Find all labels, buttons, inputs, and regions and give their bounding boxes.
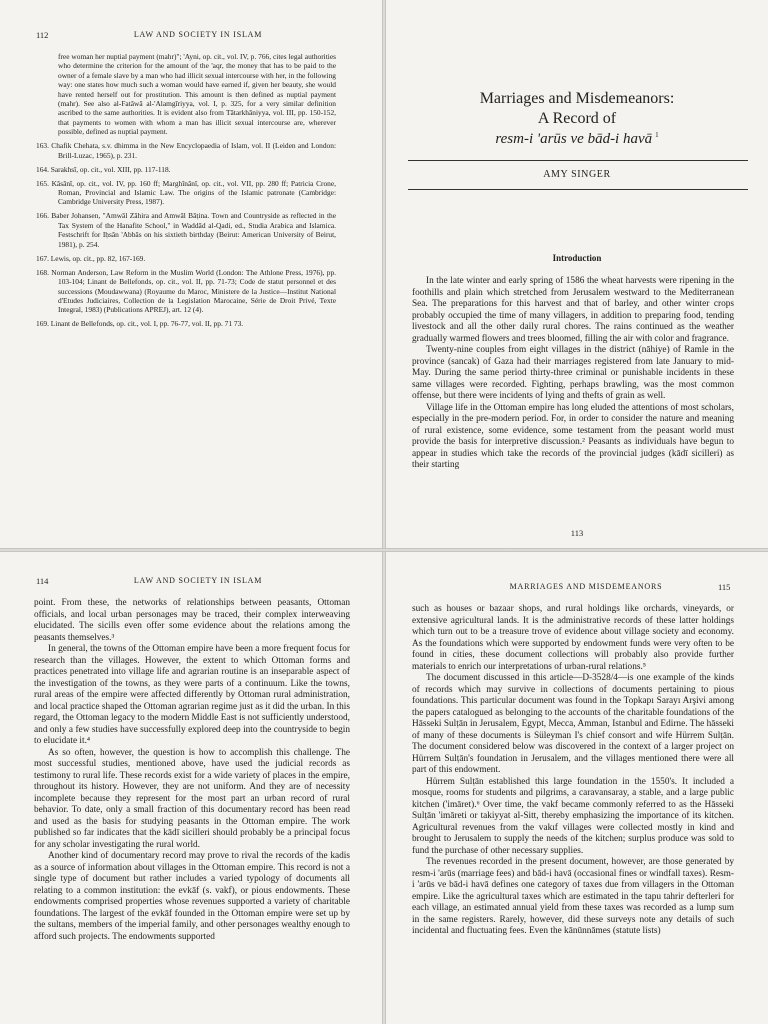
footnote-168: 168. Norman Anderson, Law Reform in the Muslim World (London: The Athlone Press, 1976), pp. 103-104; Linant de Bellefonds, op. cit., vol. II, pp. 71-73; Code de statut personnel et des successions (Moudawwana) (Royaume du Maroc, Ministere de la Justice—Institut National d'Etudes Judiciaires, Collection de la Legislation Marocaine, Série de Droit Privé, Texte Integral, 1983) (Publications APREJ), art. 12 (4).: [36, 267, 336, 315]
footnote-164: 164. Sarakhsī, op. cit., vol. XIII, pp. 117-118.: [36, 164, 171, 174]
paragraph: such as houses or bazaar shops, and rural holdings like orchards, vineyards, or extensive agricultural lands. It is the administrative records of these latter holdings which turn out to be a treasure trove of evidence about village society and economy. As the foundations which were supported by endowment funds were very often to be found in cities, these document collections will probably also provide further materials to enrich our interpretations of urban-rural relations.⁵: [412, 604, 734, 672]
paragraph: The revenues recorded in the present document, however, are those generated by resm-i 'arūs (marriage fees) and bād-i havā (occasional fines or windfall taxes). Resm-i 'arūs ve bād-i havā defines one category of taxes due from villagers in the Ottoman empire. Like the agricultural taxes which are estimated in the tapu tahrir defterleri for each village, an estimated annual yield from these taxes was recorded as a lump sum in the same registers. Rarely, however, did these surveys note any details of such incidental and fluctuating fees. Even the kānūnnāmes (statute lists): [412, 857, 734, 936]
running-head: MARRIAGES AND MISDEMEANORS: [509, 582, 663, 591]
footnote-163: 163. Chafik Chehata, s.v. dhimma in the New Encyclopaedia of Islam, vol. II (Leiden and London: Brill-Luzac, 1965), p. 231.: [36, 141, 336, 160]
page-number: 112: [36, 30, 49, 40]
vertical-fold: [382, 0, 386, 1024]
paragraph: Twenty-nine couples from eight villages in the district (nāhiye) of Ramle in the province (sancak) of Gaza had their marriages registered from late January to mid-May. During the same period thirty-three criminal or punishable incidents in these same villages were recorded. Fighting, perhaps brawling, was the most common offense, but there were incidents of lying and thefts of grain as well.: [412, 345, 734, 401]
body-text: [412, 276, 734, 472]
section-heading: Introduction: [552, 253, 602, 263]
paragraph: In general, the towns of the Ottoman empire have been a more frequent focus for research than the villages. However, the extent to which Ottoman forms and practices penetrated into village life and agrarian routine is an inseparable aspect of the investigation of the towns, as they were parts of a continuum. Like the towns, rural areas of the empire were affected differently by Ottoman rural administration, and local practice shaped the Ottoman agrarian regime just as it did the urban. In this regard, the Ottoman legacy to the modern Middle East is not sufficiently understood, and only a few studies have successfully explored deep into the countryside to begin to elucidate it.⁴: [34, 644, 350, 746]
title-rule-bottom: [408, 189, 748, 190]
paragraph: Hürrem Sulṭān established this large foundation in the 1550's. It included a mosque, rooms for students and pilgrims, a caravansaray, a stable, and a large public kitchen ('imāret).⁶ Over time, the vakf became commonly referred to as the Hāsseki Sulṭān 'imāreti or takiyyat al-Sitt, thereby emphasizing the importance of its kitchen. Agricultural revenues from the vakıf villages were collected mostly in kind and brought to Jerusalem to supply the needs of the kitchen; surplus produce was sold to fund the purchase of other necessary supplies.: [412, 776, 734, 856]
body-text: [34, 598, 350, 943]
page-number: 114: [36, 576, 49, 586]
page-112: [0, 0, 382, 548]
page-115: [386, 552, 768, 1024]
footnotes: [36, 52, 336, 333]
paragraph: Village life in the Ottoman empire has long eluded the attentions of most scholars, especially in the pre-modern period. For, in order to consider the nature and meaning of rural existence, some evidence, some testament from the peasant world must provide the basis for interpretive discussion.² Peasants as individuals have begun to appear in studies which take the records of the provincial judges (kādī sicilleri) as their starting: [412, 402, 734, 470]
paragraph: The document discussed in this article—D-3528/4—is one example of the kinds of records which may survive in collections of documents pertaining to pious foundations. This particular document was found in the Topkapı Sarayı Arşivi among the papers catalogued as belonging to the accounts of the charitable foundations of the Hāsseki Sulṭān in Jerusalem, Egypt, Mecca, Amman, Istanbul and Edirne. The hāsseki of many of these documents is Süleyman I's chief consort and wife Hürrem Sulṭān. The document considered below was discovered in the context of a larger project on Hürrem Sulṭān's foundation in Jerusalem, and the villages mentioned there were all part of this endowment.: [412, 673, 734, 775]
note-marker: 1: [655, 131, 659, 139]
page-113: [386, 0, 768, 548]
article-title-line2: A Record of: [537, 110, 617, 127]
footnote-169: 169. Linant de Bellefonds, op. cit., vol. I, pp. 76-77, vol. II, pp. 71 73.: [36, 319, 244, 329]
body-text: [412, 604, 734, 938]
author: AMY SINGER: [543, 169, 611, 180]
page-number: 113: [570, 528, 584, 538]
page-number: 115: [718, 582, 731, 592]
footnote-166: 166. Baber Johansen, "Amwāl Zāhira and Amwāl Bāṭina. Town and Countryside as reflected in the Tax System of the Hanafite School," in Waddād al-Qadi, ed., Studia Arabica and Islamica. Festschrift for Iḥsān 'Abbās on his sixtieth birthday (Beirut: American University of Beirut, 1981), p. 254.: [36, 211, 336, 249]
page-114: [0, 552, 382, 1024]
title-rule-top: [408, 160, 748, 161]
horizontal-fold: [0, 548, 768, 552]
subtitle-text: resm-i 'arūs ve bād-i havā: [495, 131, 653, 147]
paragraph: Another kind of documentary record may prove to rival the records of the kadis as a source of information about villages in the Ottoman empire. This record is not a single type of document but rather includes a varied typology of documents all relating to a common institution: the evkāf (s. vakf), or pious endowments. These endowments comprised properties whose revenues supported a variety of charitable foundations. The largest of the evkāf founded in the Ottoman empire were set up by the sultans, members of the imperial family, and other personages wealthy enough to afford such projects. The endowments supported: [34, 851, 350, 942]
paragraph: As so often, however, the question is how to accomplish this challenge. The most successful studies, mentioned above, have used the judicial records as testimony to rural life. These records exist for a wide variety of places in the empire, throughout its history. However, they are not uniform. And they are of necessity incomplete because they represent for the most part an urban record of rural behavior. To date, only a small fraction of this documentary record has been read and used as the basis for studying peasants in the Ottoman empire. The work published so far indicates that the kādī sicilleri should probably be a principal focus for any scholar investigating the rural world.: [34, 747, 350, 850]
running-head: LAW AND SOCIETY IN ISLAM: [133, 576, 263, 585]
footnote-167: 167. Lewis, op. cit., pp. 82, 167-169.: [36, 253, 146, 263]
paragraph: In the late winter and early spring of 1586 the wheat harvests were ripening in the foothills and plain which stretched from Jerusalem westward to the Mediterranean Sea. The preparations for this harvest and that of barley, and other winter crops probably occupied the time of many villagers, in addition to preparing food, tending livestock and all the other daily rural chores. The rains continued as the weather gradually warmed flowers and trees bloomed, filling the air with color and fragrance.: [412, 276, 734, 344]
footnote-165: 165. Kāsānī, op. cit., vol. IV, pp. 160 ff; Marghīnānī, op. cit., vol. VII, pp. 280 ff; Patricia Crone, Roman, Provincial and Islamic Law. The origins of the Islamic patronate (Cambridge: Cambridge University Press, 1987).: [36, 178, 336, 207]
footnote-continued: free woman her nuptial payment (mahr)"; 'Ayni, op. cit., vol. IV, p. 766, cites legal authorities who determine the criterion for the amount of the 'aqr, the money that has to be paid to the owner of a female slave by a man who had illicit sexual intercourse with her, in the following way: one states how much such a woman would have earned if, given her beauty, she would have rented herself out for prostitution. This amount is then defined as nuptial payment (mahr). See also al-Fatāwā al-'Alamgīriyya, vol. I, p. 325, for a very similar definition ascribed to the same authorities. It is evident also from Tātarkhāniyya, vol. III, pp. 150-152, that payments to women with whom a man has illicit sexual intercourse are, wherever possible, defined as nuptial payment.: [58, 52, 336, 137]
article-subtitle: [386, 131, 768, 148]
paragraph: point. From these, the networks of relationships between peasants, Ottoman officials, and local urban personages may be traced, their complex interweaving elucidated. The sicills even offer some evidence about the relations among the peasants themselves.³: [34, 598, 350, 643]
running-head: LAW AND SOCIETY IN ISLAM: [133, 30, 263, 39]
article-title: Marriages and Misdemeanors:: [479, 90, 675, 107]
